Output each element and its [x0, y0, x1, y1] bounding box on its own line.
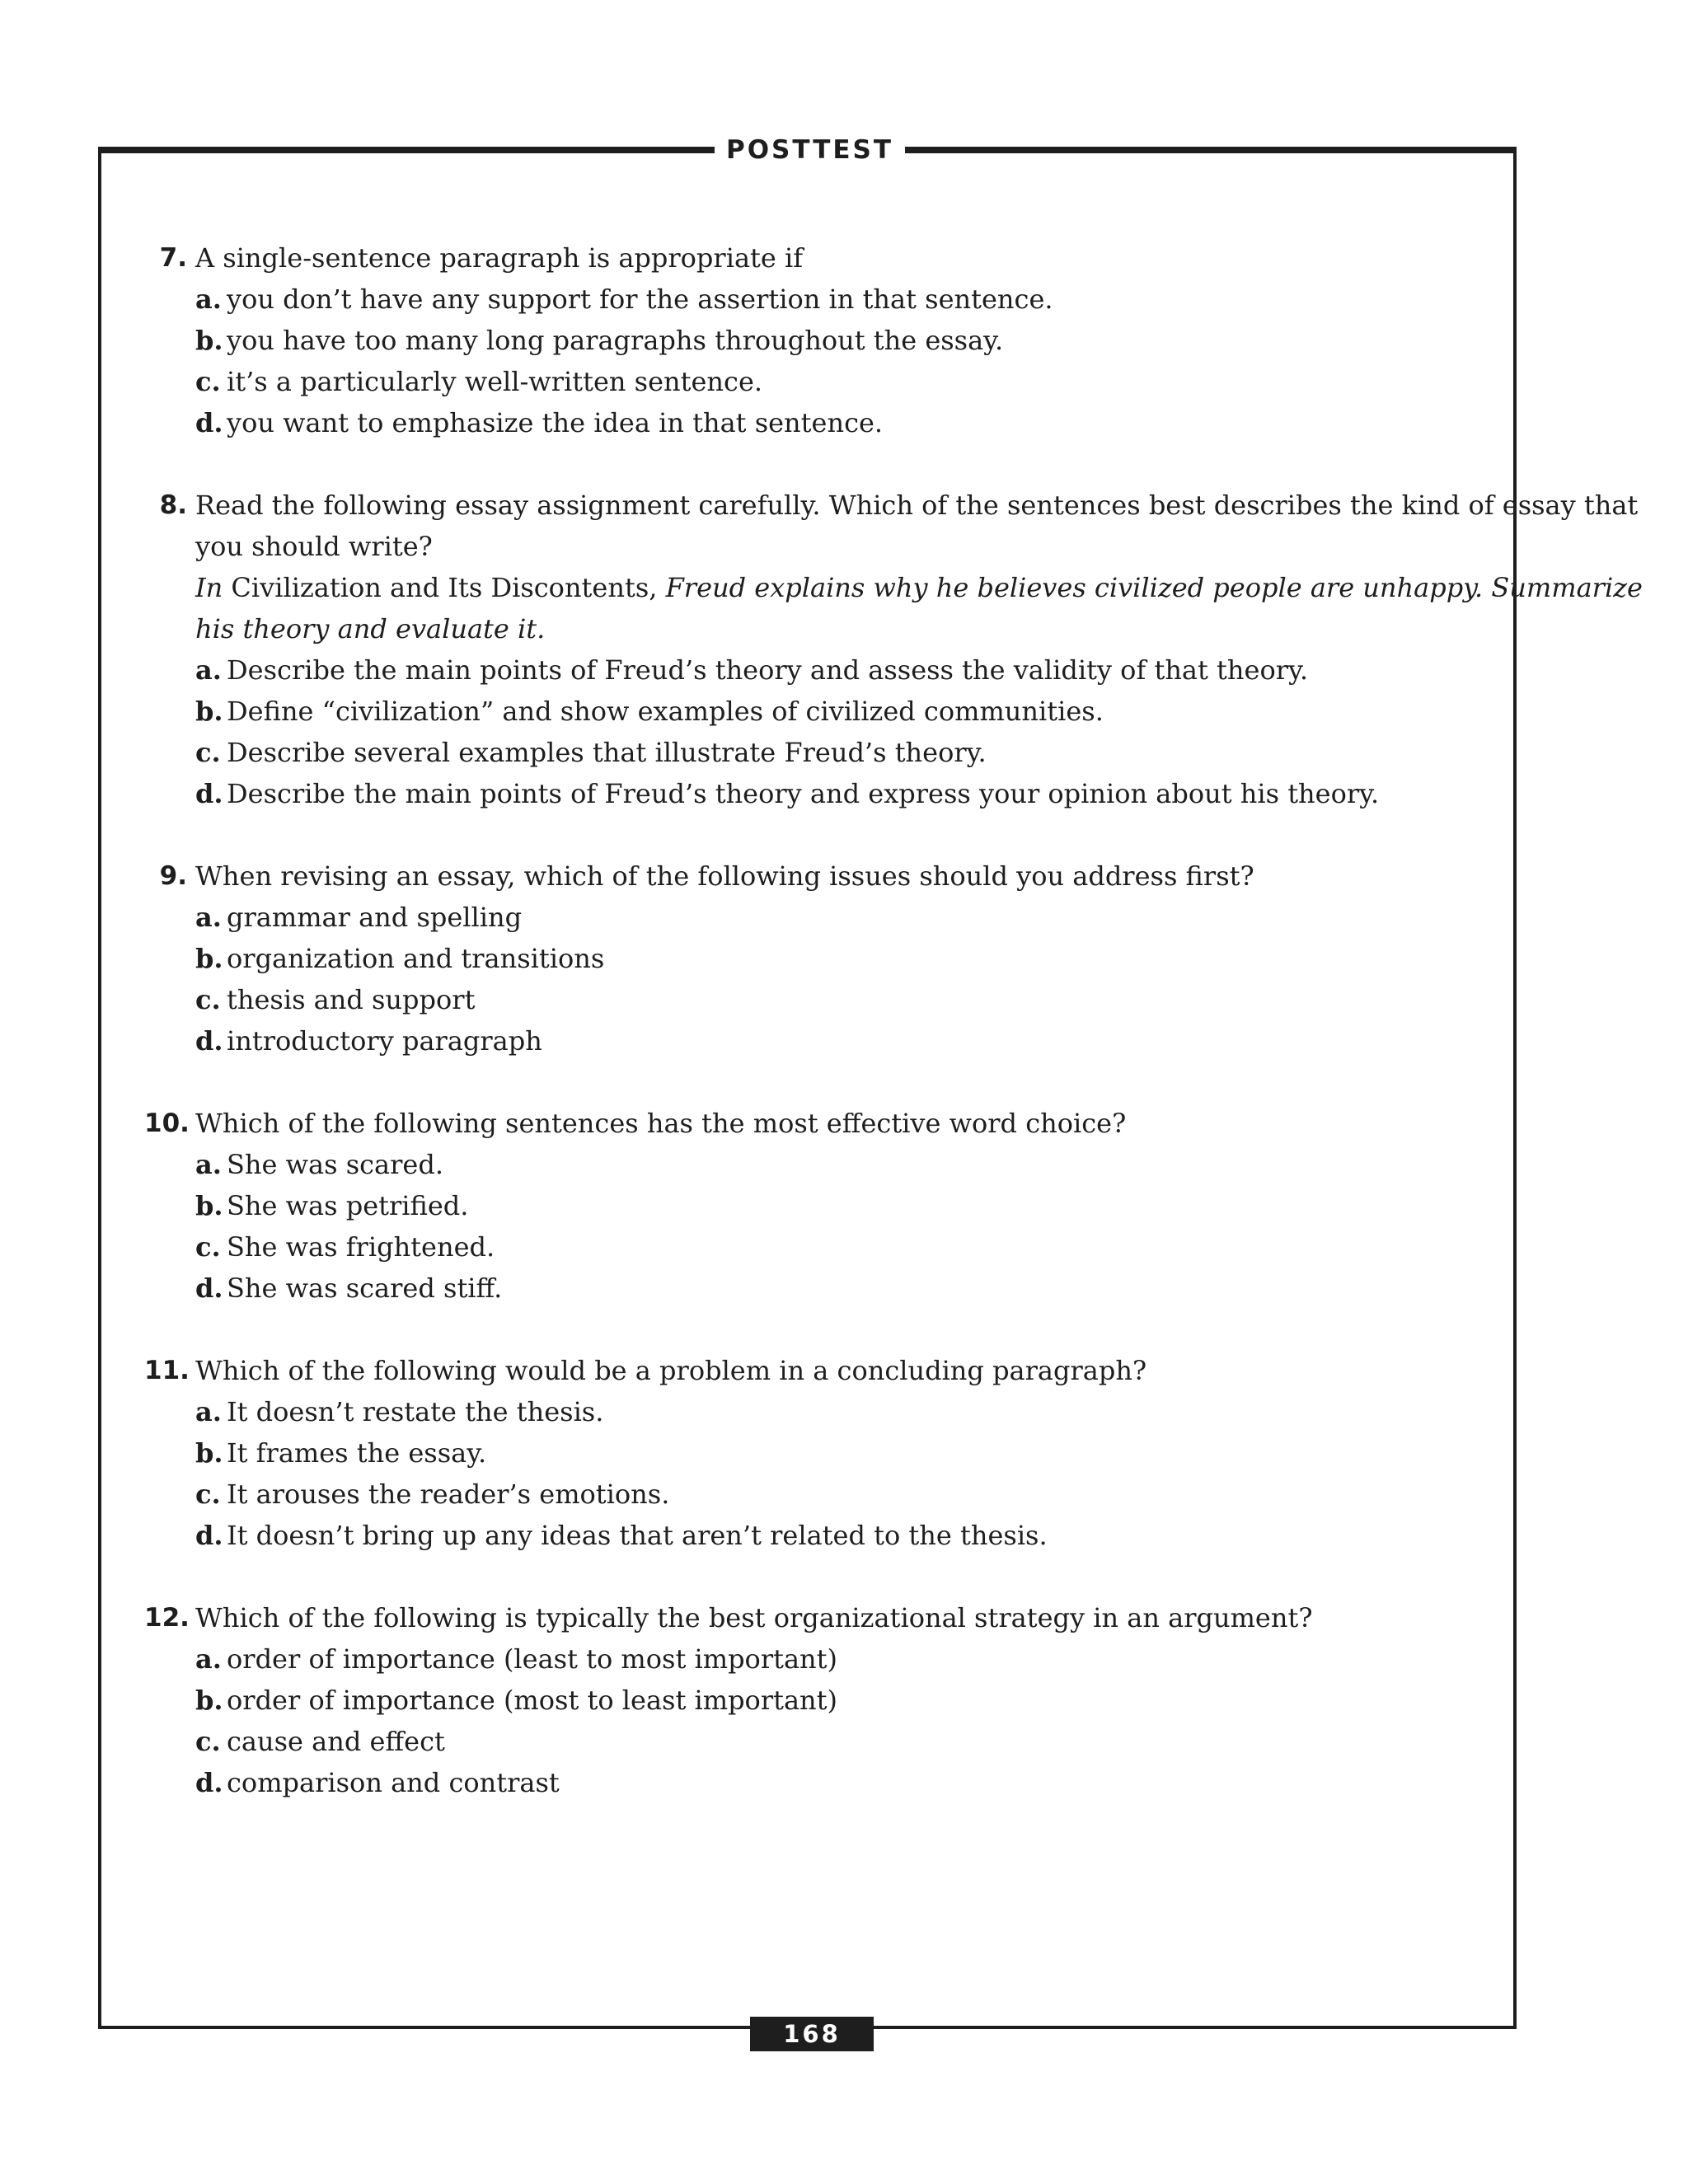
answer-option-d[interactable]	[195, 1762, 1479, 1803]
answer-option-d[interactable]	[195, 1020, 1479, 1062]
option-text: She was scared.	[227, 1149, 444, 1180]
option-letter: b.	[195, 1437, 223, 1469]
option-letter: d.	[195, 1767, 223, 1798]
question-prompt: A single-sentence paragraph is appropriate if	[195, 242, 804, 274]
book-title: Civilization and Its Discontents,	[223, 572, 658, 603]
option-text: Define “civilization” and show examples of civilized communities.	[227, 696, 1104, 727]
option-letter: d.	[195, 1272, 223, 1304]
question-prompt: Which of the following would be a problem in a concluding paragraph?	[195, 1355, 1147, 1386]
question-prompt-continued: you should write?	[195, 531, 433, 562]
question-number: 12.	[144, 1603, 190, 1633]
option-text: it’s a particularly well-written sentence.	[227, 366, 763, 397]
option-text: cause and effect	[227, 1726, 445, 1757]
question-number: 10.	[144, 1108, 190, 1138]
option-letter: a.	[195, 1149, 222, 1180]
section-title: POSTTEST	[725, 135, 894, 165]
answer-option-a[interactable]	[195, 279, 1479, 320]
option-text: She was petrified.	[227, 1190, 469, 1221]
option-text: It doesn’t bring up any ideas that aren’t related to the thesis.	[227, 1520, 1048, 1551]
answer-option-b[interactable]	[195, 1185, 1479, 1226]
answer-option-c[interactable]	[195, 361, 1479, 402]
option-text: you want to emphasize the idea in that sentence.	[227, 407, 884, 438]
question-list	[144, 237, 1643, 1844]
assignment-text: Freud explains why he believes civilized people are unhappy. Summarize	[657, 572, 1643, 603]
option-letter: c.	[195, 737, 221, 768]
essay-assignment-continued: his theory and evaluate it.	[195, 613, 546, 644]
option-letter: b.	[195, 1190, 223, 1221]
question-9	[144, 855, 1479, 1062]
header-rule-right	[905, 147, 1517, 153]
question-12	[144, 1597, 1479, 1803]
option-letter: a.	[195, 654, 222, 686]
option-text: She was frightened.	[227, 1231, 495, 1263]
option-letter: c.	[195, 1726, 221, 1757]
option-letter: d.	[195, 407, 223, 438]
option-letter: b.	[195, 325, 223, 356]
question-prompt: Which of the following sentences has the most effective word choice?	[195, 1108, 1127, 1139]
assignment-text: In	[195, 572, 223, 603]
option-text: you don’t have any support for the assertion in that sentence.	[227, 284, 1053, 315]
option-letter: b.	[195, 1685, 223, 1716]
question-number: 8.	[159, 490, 187, 520]
answer-option-b[interactable]	[195, 691, 1643, 732]
answer-option-a[interactable]	[195, 649, 1643, 691]
answer-option-a[interactable]	[195, 1391, 1479, 1432]
answer-option-b[interactable]	[195, 1680, 1479, 1721]
option-text: She was scared stiff.	[227, 1272, 503, 1304]
option-text: order of importance (most to least important)	[227, 1685, 837, 1716]
option-text: Describe the main points of Freud’s theory and express your opinion about his theory.	[227, 778, 1380, 809]
option-text: Describe several examples that illustrate Freud’s theory.	[227, 737, 987, 768]
page-number: 168	[750, 2017, 874, 2051]
option-text: It arouses the reader’s emotions.	[227, 1479, 670, 1510]
answer-option-d[interactable]	[195, 1515, 1479, 1556]
option-text: It frames the essay.	[227, 1437, 487, 1469]
option-letter: d.	[195, 778, 223, 809]
answer-option-b[interactable]	[195, 1432, 1479, 1474]
question-11	[144, 1350, 1479, 1556]
option-letter: b.	[195, 696, 223, 727]
option-text: order of importance (least to most important)	[227, 1643, 837, 1675]
question-prompt: Which of the following is typically the best organizational strategy in an argument?	[195, 1602, 1313, 1633]
question-10	[144, 1103, 1479, 1309]
answer-option-b[interactable]	[195, 320, 1479, 361]
answer-option-b[interactable]	[195, 938, 1479, 979]
option-letter: d.	[195, 1025, 223, 1057]
option-text: introductory paragraph	[227, 1025, 542, 1057]
answer-option-a[interactable]	[195, 897, 1479, 938]
option-letter: a.	[195, 284, 222, 315]
option-text: organization and transitions	[227, 943, 605, 974]
option-text: grammar and spelling	[227, 902, 523, 933]
essay-assignment	[195, 567, 1643, 608]
option-letter: a.	[195, 1396, 222, 1427]
option-text: It doesn’t restate the thesis.	[227, 1396, 604, 1427]
answer-option-a[interactable]	[195, 1638, 1479, 1680]
question-8	[144, 485, 1643, 814]
answer-option-c[interactable]	[195, 1721, 1479, 1762]
question-number: 7.	[159, 243, 187, 273]
option-text: comparison and contrast	[227, 1767, 560, 1798]
option-text: you have too many long paragraphs throughout the essay.	[227, 325, 1004, 356]
question-number: 9.	[159, 861, 187, 891]
question-7	[144, 237, 1479, 443]
option-letter: c.	[195, 366, 221, 397]
option-letter: a.	[195, 1643, 222, 1675]
question-prompt: When revising an essay, which of the following issues should you address first?	[195, 860, 1254, 892]
question-number: 11.	[144, 1356, 190, 1385]
answer-option-c[interactable]	[195, 732, 1643, 773]
option-letter: a.	[195, 902, 222, 933]
answer-option-a[interactable]	[195, 1144, 1479, 1185]
answer-option-c[interactable]	[195, 1226, 1479, 1268]
option-letter: d.	[195, 1520, 223, 1551]
option-letter: c.	[195, 984, 221, 1015]
answer-option-c[interactable]	[195, 1474, 1479, 1515]
option-text: thesis and support	[227, 984, 476, 1015]
answer-option-d[interactable]	[195, 773, 1643, 814]
question-prompt: Read the following essay assignment carefully. Which of the sentences best describes the kind of essay that	[195, 490, 1639, 521]
option-letter: c.	[195, 1231, 221, 1263]
answer-option-d[interactable]	[195, 402, 1479, 443]
answer-option-d[interactable]	[195, 1268, 1479, 1309]
answer-option-c[interactable]	[195, 979, 1479, 1020]
header-rule-left	[98, 147, 715, 153]
option-text: Describe the main points of Freud’s theory and assess the validity of that theory.	[227, 654, 1308, 686]
option-letter: c.	[195, 1479, 221, 1510]
option-letter: b.	[195, 943, 223, 974]
